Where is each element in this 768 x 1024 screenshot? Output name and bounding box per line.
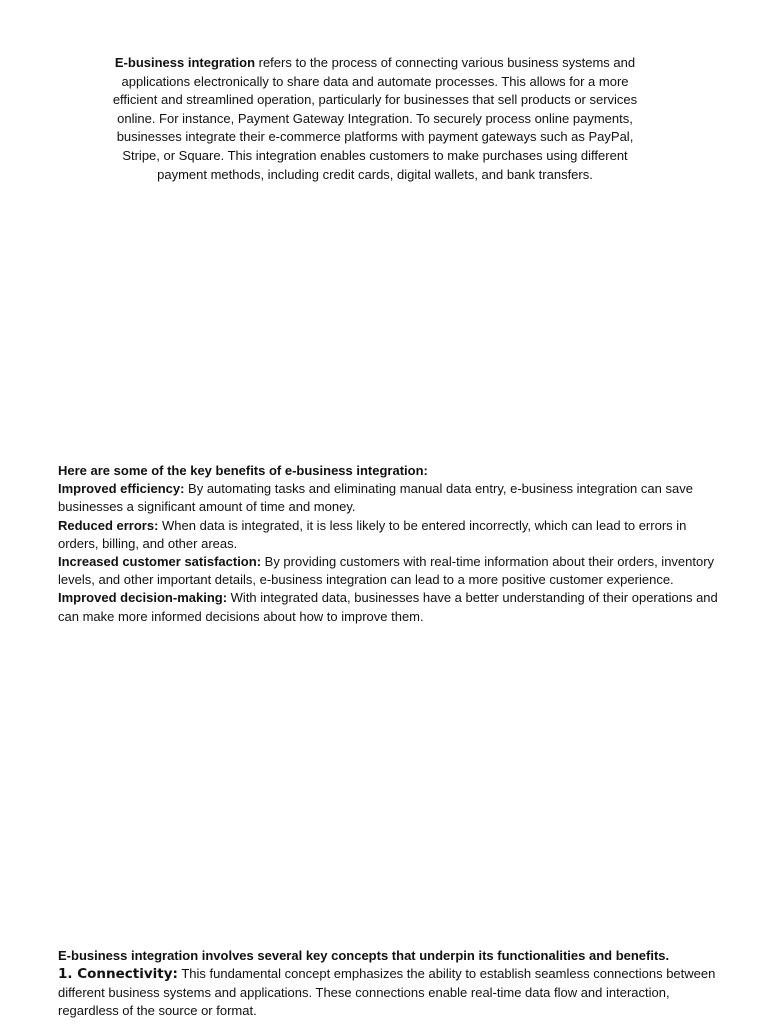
benefit-text: When data is integrated, it is less likely to be entered incorrectly, which can lead to errors in orders, billing, and other areas. (58, 517, 687, 551)
benefit-item-satisfaction (58, 553, 724, 589)
benefit-item-errors (58, 517, 724, 553)
intro-example: Payment Gateway Integration (237, 110, 410, 126)
benefits-section (58, 462, 724, 626)
concept-text: This fundamental concept emphasizes the ability to establish seamless connections between different business systems and applications. These connections enable real-time data flow and interaction, regardless of the source or format. (58, 966, 716, 1019)
concepts-heading-text: E-business integration involves several key concepts that underpin its functionalities and benefits. (58, 948, 670, 963)
intro-text-1: refers to the process of connecting various business systems and applications electronically to share data and automate processes. This allows for a more efficient and streamlined operation, particularly for businesses that sell products or services online. For instance, (112, 55, 638, 126)
benefit-term: Reduced errors: (58, 517, 159, 533)
concepts-heading (58, 947, 724, 965)
concepts-section (58, 947, 724, 1021)
intro-text-2: . To securely process online payments, businesses integrate their e-commerce platforms with payment gateways such as PayPal, Stripe, or Square. This integration enables customers to make purchases using different payment methods, including credit cards, digital wallets, and bank transfers. (116, 110, 634, 182)
benefits-heading-text: Here are some of the key benefits of e-business integration: (58, 463, 428, 478)
benefit-term: Improved efficiency: (58, 481, 185, 497)
intro-paragraph (100, 54, 650, 184)
concept-item-connectivity (58, 965, 724, 1020)
benefits-heading (58, 462, 724, 480)
benefit-text: By providing customers with real-time information about their orders, inventory levels, and other important details, e-business integration can lead to a more positive customer experience. (58, 554, 715, 588)
benefit-item-decision-making (58, 589, 724, 625)
benefit-text: By automating tasks and eliminating manual data entry, e-business integration can save businesses a significant amount of time and money. (58, 481, 693, 515)
benefit-term: Improved decision-making: (58, 590, 228, 606)
intro-term: E-business integration (114, 55, 256, 70)
concept-term: 1. Connectivity: (58, 966, 178, 983)
benefit-term: Increased customer satisfaction: (58, 554, 262, 570)
benefit-text: With integrated data, businesses have a better understanding of their operations and can make more informed decisions about how to improve them. (58, 590, 718, 624)
benefit-item-efficiency (58, 480, 724, 516)
